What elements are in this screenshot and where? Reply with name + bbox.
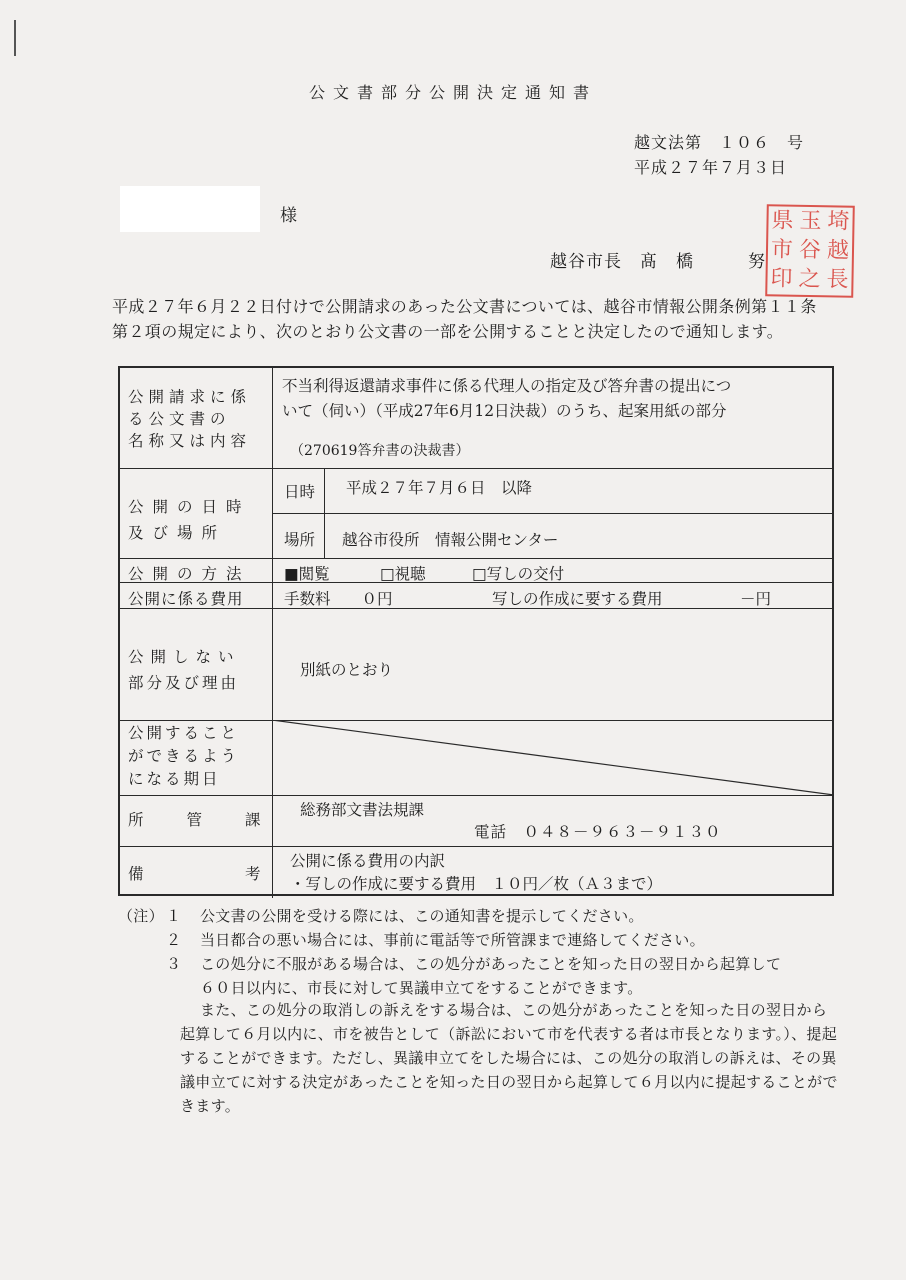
margin-mark <box>14 20 16 56</box>
doc-name-sub: （270619答弁書の決裁書） <box>290 443 470 459</box>
seal-char: 印 <box>770 266 793 293</box>
undisclosed-value: 別紙のとおり <box>300 661 394 679</box>
doc-name-value <box>282 374 731 424</box>
document-title: 公文書部分公開決定通知書 <box>308 83 597 102</box>
method-copy: □写しの交付 <box>472 565 565 583</box>
sender-name: 越谷市長 髙 橋 努 <box>550 252 766 272</box>
method-listen: □視聴 <box>380 565 426 583</box>
label-line: 公開しない <box>128 648 241 666</box>
seal-char: 長 <box>826 267 849 294</box>
note-number: １ <box>166 907 182 925</box>
document-date: 平成２７年７月３日 <box>634 158 788 177</box>
notes-paragraph: また、この処分の取消しの訴えをする場合は、この処分があったことを知った日の翌日から起算して６月以内に、市を被告として（訴訟において市を代表する者は市長となります。）、提起することができます。ただし、異議申立てをした場合には、この処分の取消しの訴えは、その異議申立てに対する決定があったことを知った日の翌日から起算して６月以内に提起することができます。 <box>180 1001 838 1115</box>
doc-name-label <box>128 386 251 452</box>
seal-char: 谷 <box>798 237 822 264</box>
row-divider <box>120 468 832 469</box>
row-divider <box>120 558 832 559</box>
note-number: ３ <box>166 955 182 973</box>
disclosure-table <box>118 366 834 896</box>
seal-char: 埼 <box>827 208 850 235</box>
datetime-label <box>128 494 251 546</box>
seal-char: 之 <box>798 267 821 293</box>
seal-char: 越 <box>826 238 850 264</box>
fee-label: 公開に係る費用 <box>128 590 244 608</box>
label-line: 名称又は内容 <box>128 432 252 450</box>
label-line: る公文書の <box>128 410 231 428</box>
remarks-value <box>290 850 662 896</box>
seal-char: 市 <box>770 237 794 263</box>
label-line: 公開の日時 <box>128 498 251 516</box>
notes-prefix: （注） <box>118 907 164 925</box>
place-key: 場所 <box>284 531 316 549</box>
dept-name: 総務部文書法規課 <box>300 801 425 819</box>
seal-char: 玉 <box>799 208 822 234</box>
note-text: 公文書の公開を受ける際には、この通知書を提示してください。 <box>200 907 644 925</box>
label-line: ができるよう <box>128 747 240 765</box>
label-line: 及び場所 <box>128 524 227 542</box>
place-value: 越谷市役所 情報公開センター <box>342 531 559 549</box>
note-text-continued: ６０日以内に、市長に対して異議申立てをすることができます。 <box>200 979 643 997</box>
dept-phone: 電話 ０４８－９６３－９１３０ <box>474 823 722 841</box>
official-seal <box>765 204 855 298</box>
label-line: 公開請求に係 <box>128 388 252 406</box>
remarks-line: 公開に係る費用の内訳 <box>290 852 446 870</box>
note-text: この処分に不服がある場合は、この処分があったことを知った日の翌日から起算して <box>200 955 782 973</box>
column-divider <box>324 468 325 558</box>
column-divider <box>272 368 273 898</box>
document-number: 越文法第 １０６ 号 <box>634 133 805 152</box>
doc-name-line: 不当利得返還請求事件に係る代理人の指定及び答弁書の提出につ <box>282 377 732 395</box>
label-line: 公開すること <box>128 724 240 742</box>
date-value: 平成２７年７月６日 以降 <box>346 479 533 497</box>
note-number: ２ <box>166 931 182 949</box>
label-line: になる期日 <box>128 770 221 788</box>
date-key: 日時 <box>284 483 316 501</box>
recipient-honorific: 様 <box>280 206 297 226</box>
undisclosed-label <box>128 644 241 696</box>
row-divider <box>272 513 832 514</box>
doc-name-line: いて（伺い）（平成27年6月12日決裁）のうち、起案用紙の部分 <box>282 402 727 420</box>
intro-paragraph: 平成２７年６月２２日付けで公開請求のあった公文書については、越谷市情報公開条例第１１条第２項の規定により、次のとおり公文書の一部を公開することと決定したので通知します。 <box>112 297 817 341</box>
future-date-label <box>128 722 239 791</box>
dept-label: 所 管 課 <box>128 811 265 829</box>
row-divider <box>120 795 832 796</box>
method-label: 公開の方法 <box>128 565 251 583</box>
remarks-line: ・写しの作成に要する費用 １０円／枚（Ａ３まで） <box>290 875 663 893</box>
copy-fee: 写しの作成に要する費用 －円 <box>492 590 772 608</box>
remarks-label: 備 考 <box>128 865 265 883</box>
seal-char: 県 <box>771 207 794 234</box>
note-text: 当日都合の悪い場合には、事前に電話等で所管課まで連絡してください。 <box>200 931 705 949</box>
fee-value: 手数料 ０円 <box>284 590 393 608</box>
method-view: ■閲覧 <box>284 565 330 583</box>
not-applicable-diagonal <box>272 720 834 795</box>
label-line: 部分及び理由 <box>128 674 240 692</box>
redacted-recipient <box>120 186 260 232</box>
row-divider <box>120 846 832 847</box>
